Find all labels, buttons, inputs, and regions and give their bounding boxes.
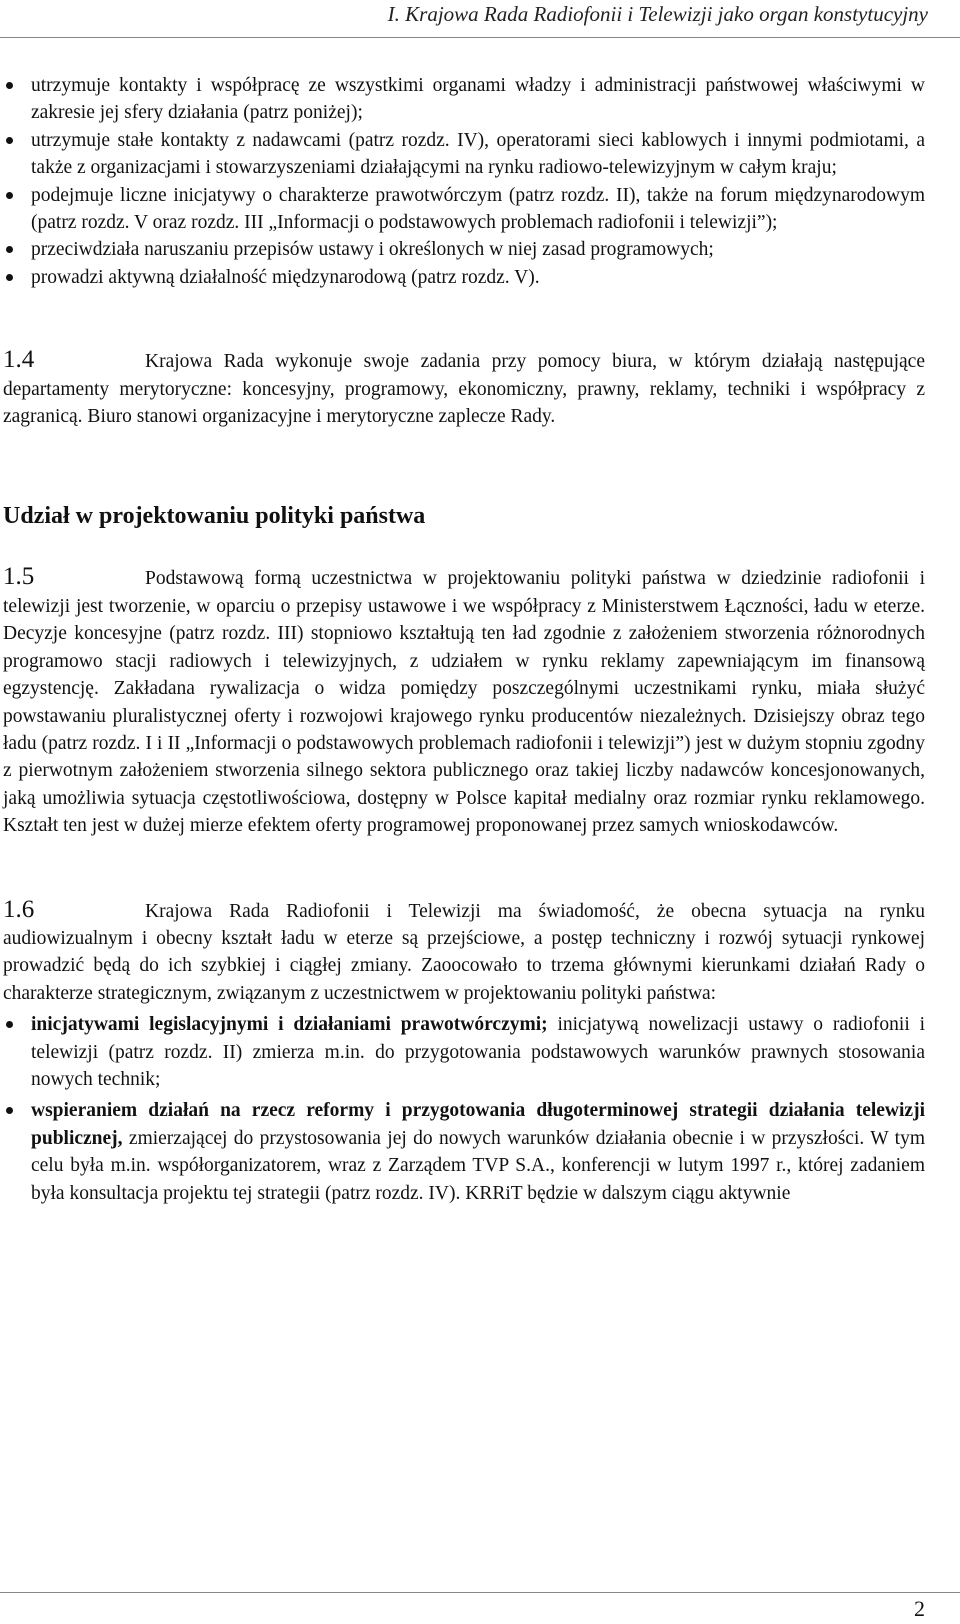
list-item — [3, 1011, 925, 1093]
paragraph-number: 1.4 — [3, 346, 35, 374]
list-item-text: zmierzającej do przystosowania jej do nowych warunków działania obecnie i w przyszłości. W tym celu była m.in. współorganizatorem, wraz z Zarządem TVP S.A., konferencji w lutym 1997 r., której zadaniem była konsultacja projektu tej strategii (patrz rozdz. IV). KRRiT będzie w dalszym ciągu aktywnie — [31, 1127, 925, 1204]
paragraph-1-6 — [3, 896, 925, 1008]
paragraph-number: 1.5 — [3, 563, 35, 591]
section-heading: Udział w projektowaniu polityki państwa — [3, 503, 426, 530]
list-item: prowadzi aktywną działalność międzynarodową (patrz rozdz. V). — [3, 264, 925, 291]
intro-bullet-list — [3, 72, 925, 291]
list-item: utrzymuje kontakty i współpracę ze wszystkimi organami władzy i administracji państwowej właściwymi w zakresie jej sfery działania (patrz poniżej); — [3, 72, 925, 127]
running-header: I. Krajowa Rada Radiofonii i Telewizji jako organ konstytucyjny — [387, 2, 928, 26]
paragraph-1-4 — [3, 346, 925, 430]
paragraph-1-5 — [3, 563, 925, 839]
list-item — [3, 1097, 925, 1207]
list-item: podejmuje liczne inicjatywy o charakterze prawotwórczym (patrz rozdz. II), także na forum międzynarodowym (patrz rozdz. V oraz rozdz. III „Informacji o podstawowych problemach radiofonii i telewizji”); — [3, 182, 925, 237]
list-item: przeciwdziała naruszaniu przepisów ustawy i określonych w niej zasad programowych; — [3, 236, 925, 263]
header-rule — [0, 37, 960, 38]
strategy-bullet-list — [3, 1011, 925, 1207]
list-item: utrzymuje stałe kontakty z nadawcami (patrz rozdz. IV), operatorami sieci kablowych i innymi podmiotami, a także z organizacjami i stowarzyszeniami działającymi na rynku radiowo-telewizyjnym w całym kraju; — [3, 127, 925, 182]
paragraph-number: 1.6 — [3, 895, 35, 923]
paragraph-text: Podstawową formą uczestnictwa w projektowaniu polityki państwa w dziedzinie radiofonii i telewizji jest tworzenie, w oparciu o przepisy ustawowe i we współpracy z Ministerstwem Łączności, ładu w eterze. Decyzje koncesyjne (patrz rozdz. III) stopniowo kształtują ten ład zgodnie z założeniem stworzenia różnorodnych programowo stacji radiowych i telewizyjnych, z udziałem w rynku reklamy zapewniającym im finansową egzystencję. Zakładana rywalizacja o widza pomiędzy poszczególnymi uczestnikami rynku, miała służyć powstawaniu pluralistycznej oferty i rozwojowi krajowego rynku producentów niezależnych. Dzisiejszy obraz tego ładu (patrz rozdz. I i II „Informacji o podstawowych problemach radiofonii i telewizji”) jest w dużym stopniu zgodny z pierwotnym założeniem stworzenia silnego sektora publicznego oraz takiej liczby nadawców koncesjonowanych, jaką umożliwia sytuacja częstotliwościowa, dostępny w Polsce kapitał medialny oraz rozmiar rynku reklamowego. Kształt ten jest w dużej mierze efektem oferty programowej proponowanej przez samych wnioskodawców. — [3, 568, 925, 837]
paragraph-text: Krajowa Rada wykonuje swoje zadania przy pomocy biura, w którym działają następujące departamenty merytoryczne: koncesyjny, programowy, ekonomiczny, prawny, reklamy, techniki i współpracy z zagranicą. Biuro stanowi organizacyjne i merytoryczne zaplecze Rady. — [3, 351, 925, 428]
footer-rule — [0, 1592, 960, 1593]
page-number: 2 — [914, 1596, 925, 1621]
paragraph-text: Krajowa Rada Radiofonii i Telewizji ma świadomość, że obecna sytuacja na rynku audiowizualnym i obecny kształt ładu w eterze są przejściowe, a postęp techniczny i rozwój sytuacji rynkowej prowadzić będą do ich szybkiej i ciągłej zmiany. Zaoocowało to trzema głównymi kierunkami działań Rady o charakterze strategicznym, związanym z uczestnictwem w projektowaniu polityki państwa: — [3, 900, 925, 1004]
list-item-bold: wspieraniem działań na rzecz reformy i przygotowania długoterminowej strategii działania telewizji publicznej, — [31, 1100, 925, 1149]
page-content — [3, 72, 925, 1207]
list-item-bold: inicjatywami legislacyjnymi i działaniami prawotwórczymi; — [31, 1014, 548, 1036]
list-item-text: inicjatywą nowelizacji ustawy o radiofonii i telewizji (patrz rozdz. II) zmierza m.in. do przygotowania podstawowych warunków prawnych stosowania nowych technik; — [31, 1014, 925, 1090]
